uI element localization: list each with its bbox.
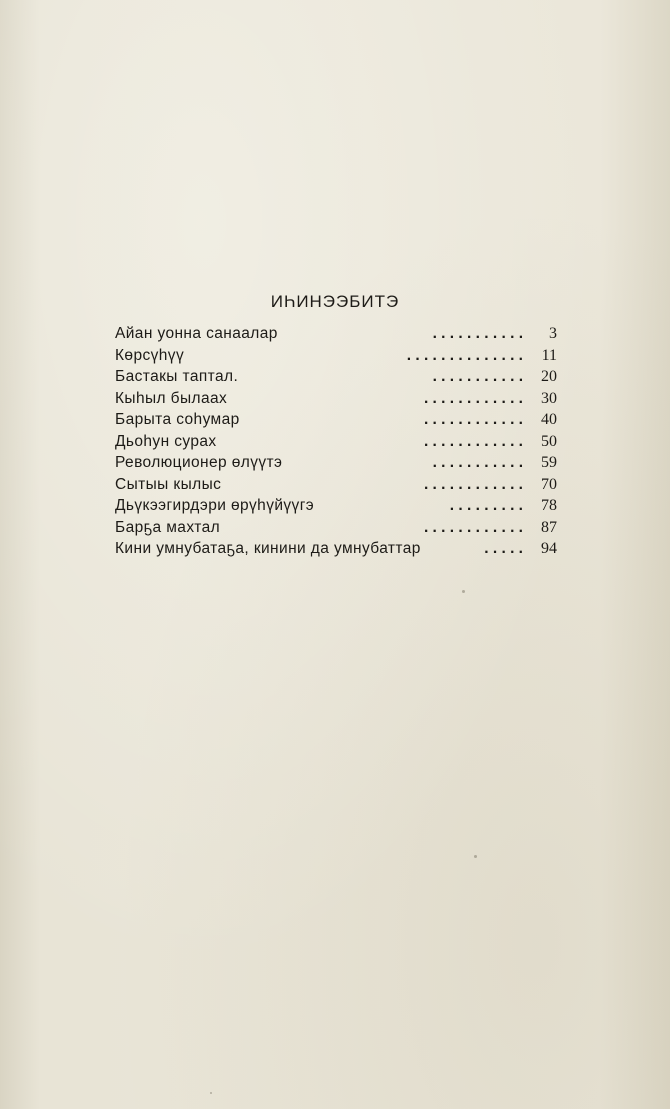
toc-entry (115, 388, 557, 410)
dot-leader: . . . . . . . . . (449, 497, 523, 514)
toc-entry-page: 70 (541, 475, 557, 493)
toc-entry-title: Бастакы таптал. (115, 368, 239, 385)
toc-entry-title: Дьоһун сурах (115, 432, 217, 450)
toc-entry (115, 495, 557, 517)
dot-leader: . . . . . . . . . . . (432, 325, 523, 342)
toc-entry (115, 366, 557, 388)
toc-entry-page: 40 (541, 411, 557, 428)
table-of-contents (115, 323, 557, 560)
toc-entry (115, 431, 557, 453)
toc-entry-page: 78 (541, 497, 557, 514)
toc-entry-page: 94 (541, 540, 557, 557)
toc-title: ИҺИНЭЭБИТЭ (270, 292, 400, 311)
dot-leader: . . . . . . . . . . . (432, 454, 523, 471)
toc-entry (115, 538, 557, 560)
toc-entry-title: Көрсүһүү (115, 346, 185, 364)
toc-entry-title: Кыһыл былаах (115, 389, 228, 407)
dot-leader: . . . . . . . . . . . . (423, 389, 523, 407)
dot-leader: . . . . . . . . . . . . (423, 475, 523, 493)
toc-entry-page: 50 (541, 432, 557, 450)
paper-speck (210, 1092, 212, 1094)
toc-entry-page: 3 (549, 325, 557, 342)
toc-entry-page: 59 (541, 454, 557, 471)
toc-entry-page: 87 (541, 518, 557, 536)
toc-entry (115, 323, 557, 345)
toc-entry-title: Айан уонна санаалар (115, 325, 278, 342)
toc-entry-title: Дьүкээгирдэри өрүһүйүүгэ (115, 497, 315, 514)
dot-leader: . . . . . . . . . . . . (423, 518, 523, 536)
dot-leader: . . . . . . . . . . . . (423, 411, 523, 428)
toc-entry-title: Революционер өлүүтэ (115, 454, 283, 471)
paper-speck (462, 590, 465, 593)
toc-entry (115, 474, 557, 496)
toc-entry (115, 409, 557, 431)
dot-leader: . . . . . . . . . . . . (423, 432, 523, 450)
toc-entry (115, 452, 557, 474)
toc-entry-page: 20 (541, 368, 557, 385)
dot-leader: . . . . . (484, 540, 523, 557)
dot-leader: . . . . . . . . . . . . . . (406, 346, 523, 364)
dot-leader: . . . . . . . . . . . (432, 368, 523, 385)
toc-entry-title: Барҕа махтал (115, 518, 221, 536)
paper-speck (474, 855, 477, 858)
toc-entry-title: Барыта соһумар (115, 411, 240, 428)
toc-entry-page: 11 (541, 346, 557, 364)
toc-entry-title: Кини умнубатаҕа, кинини да умнубаттар (115, 540, 421, 557)
toc-entry-title: Сытыы кылыс (115, 475, 222, 493)
toc-entry (115, 345, 557, 367)
toc-entry-page: 30 (541, 389, 557, 407)
toc-entry (115, 517, 557, 539)
